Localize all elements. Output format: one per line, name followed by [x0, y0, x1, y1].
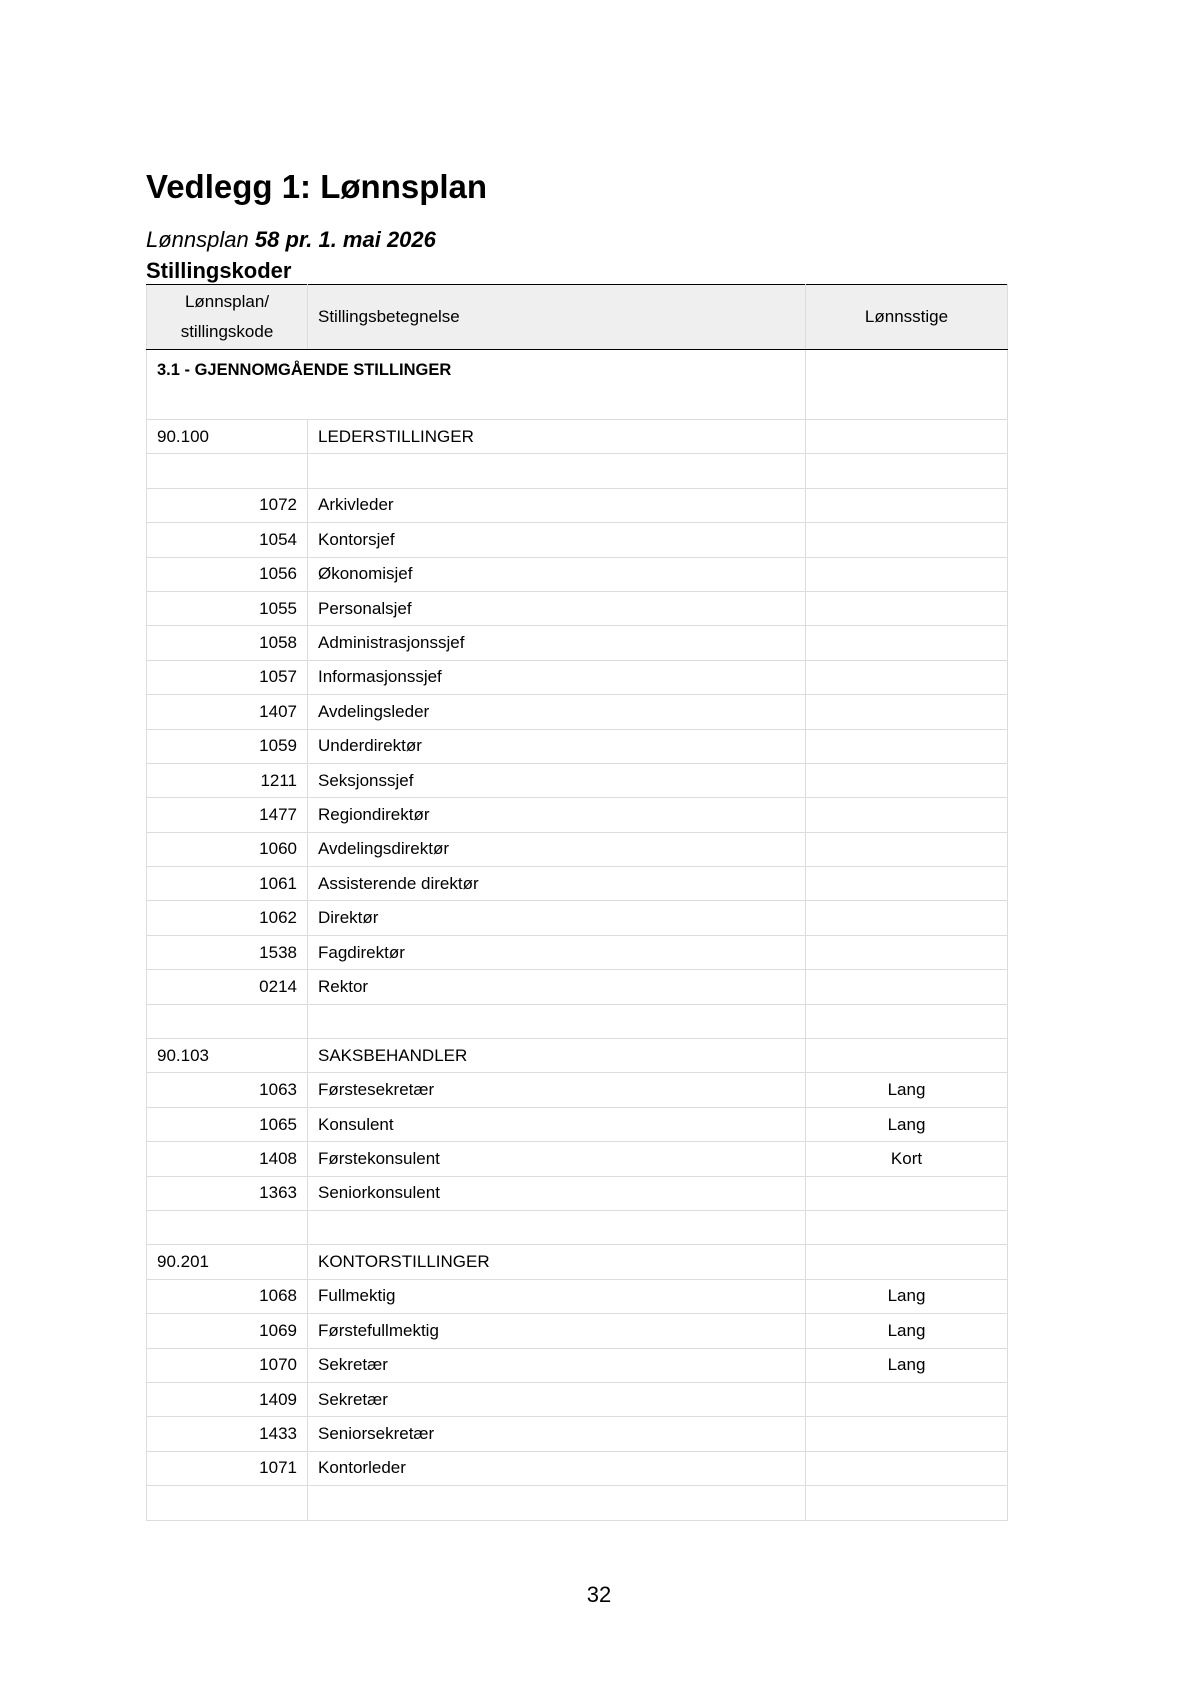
- position-code: 1069: [147, 1314, 308, 1348]
- table-row: [147, 660, 1008, 694]
- group-row: [147, 1039, 1008, 1073]
- table-row: [147, 1176, 1008, 1210]
- position-code: 1060: [147, 832, 308, 866]
- position-code: 1211: [147, 763, 308, 797]
- table-row: [147, 798, 1008, 832]
- table-row: [147, 626, 1008, 660]
- salary-ladder: [806, 591, 1008, 625]
- position-title: Arkivleder: [308, 488, 806, 522]
- salary-ladder: [806, 867, 1008, 901]
- section-title: 3.1 - GJENNOMGÅENDE STILLINGER: [147, 350, 806, 420]
- table-row: [147, 1314, 1008, 1348]
- position-code: 1055: [147, 591, 308, 625]
- table-row: [147, 488, 1008, 522]
- header-ladder: Lønnsstige: [806, 285, 1008, 350]
- position-title: Informasjonssjef: [308, 660, 806, 694]
- page-number: 32: [586, 1582, 612, 1607]
- table-row: [147, 1451, 1008, 1485]
- group-code: 90.103: [147, 1039, 308, 1073]
- group-code: 90.201: [147, 1245, 308, 1279]
- position-code: 1054: [147, 523, 308, 557]
- empty-cell: [806, 1210, 1008, 1244]
- salary-ladder: [806, 523, 1008, 557]
- position-title: Førstekonsulent: [308, 1142, 806, 1176]
- position-code: 1477: [147, 798, 308, 832]
- empty-cell: [147, 1210, 308, 1244]
- group-name: SAKSBEHANDLER: [308, 1039, 806, 1073]
- group-name: LEDERSTILLINGER: [308, 420, 806, 454]
- salary-ladder: [806, 729, 1008, 763]
- position-title: Sekretær: [308, 1348, 806, 1382]
- salary-ladder: [806, 798, 1008, 832]
- section-heading: Stillingskoder: [146, 258, 292, 283]
- position-code: 1072: [147, 488, 308, 522]
- salary-ladder: [806, 1382, 1008, 1416]
- empty-cell: [147, 454, 308, 488]
- salary-ladder: Lang: [806, 1314, 1008, 1348]
- table-row: [147, 1107, 1008, 1141]
- table-row: [147, 1142, 1008, 1176]
- header-code-line1: Lønnsplan/: [184, 292, 270, 311]
- position-title: Førstesekretær: [308, 1073, 806, 1107]
- position-code: 1070: [147, 1348, 308, 1382]
- spacer-row: [147, 454, 1008, 488]
- table-row: [147, 695, 1008, 729]
- position-code: 1433: [147, 1417, 308, 1451]
- empty-cell: [806, 1486, 1008, 1520]
- position-code: 1363: [147, 1176, 308, 1210]
- position-title: Assisterende direktør: [308, 867, 806, 901]
- table-row: [147, 970, 1008, 1004]
- table-header-row: [147, 285, 1008, 350]
- group-row: [147, 1245, 1008, 1279]
- table-row: [147, 901, 1008, 935]
- salary-ladder: [806, 832, 1008, 866]
- position-title: Seniorsekretær: [308, 1417, 806, 1451]
- position-code: 1071: [147, 1451, 308, 1485]
- position-code: 1061: [147, 867, 308, 901]
- plan-subtitle: [146, 229, 436, 251]
- group-ladder-cell: [806, 1245, 1008, 1279]
- position-title: Seksjonssjef: [308, 763, 806, 797]
- table-row: [147, 763, 1008, 797]
- position-code: 1065: [147, 1107, 308, 1141]
- position-title: Fagdirektør: [308, 935, 806, 969]
- empty-cell: [308, 1210, 806, 1244]
- position-title: Førstefullmektig: [308, 1314, 806, 1348]
- position-code: 1063: [147, 1073, 308, 1107]
- salary-ladder: [806, 1176, 1008, 1210]
- header-title: Stillingsbetegnelse: [308, 285, 806, 350]
- empty-cell: [308, 1486, 806, 1520]
- salary-ladder: [806, 660, 1008, 694]
- position-title: Økonomisjef: [308, 557, 806, 591]
- group-ladder-cell: [806, 1039, 1008, 1073]
- empty-cell: [147, 1004, 308, 1038]
- salary-ladder: [806, 935, 1008, 969]
- section-empty-cell: [806, 350, 1008, 420]
- table-row: [147, 935, 1008, 969]
- page-title: Vedlegg 1: Lønnsplan: [146, 168, 488, 205]
- table-row: [147, 832, 1008, 866]
- group-name: KONTORSTILLINGER: [308, 1245, 806, 1279]
- salary-ladder: [806, 488, 1008, 522]
- salary-ladder: [806, 763, 1008, 797]
- salary-ladder: [806, 557, 1008, 591]
- position-code: 1057: [147, 660, 308, 694]
- position-title: Avdelingsleder: [308, 695, 806, 729]
- group-code: 90.100: [147, 420, 308, 454]
- spacer-row: [147, 1486, 1008, 1520]
- table-row: [147, 1417, 1008, 1451]
- header-code: [147, 285, 308, 350]
- position-title: Underdirektør: [308, 729, 806, 763]
- position-code: 1409: [147, 1382, 308, 1416]
- position-title: Direktør: [308, 901, 806, 935]
- table-row: [147, 591, 1008, 625]
- position-title: Rektor: [308, 970, 806, 1004]
- position-title: Fullmektig: [308, 1279, 806, 1313]
- salary-ladder: Lang: [806, 1348, 1008, 1382]
- position-codes-table: [146, 284, 1008, 1521]
- spacer-row: [147, 1210, 1008, 1244]
- position-title: Regiondirektør: [308, 798, 806, 832]
- salary-ladder: [806, 901, 1008, 935]
- empty-cell: [147, 1486, 308, 1520]
- salary-ladder: [806, 970, 1008, 1004]
- table-row: [147, 867, 1008, 901]
- salary-ladder: Kort: [806, 1142, 1008, 1176]
- position-title: Avdelingsdirektør: [308, 832, 806, 866]
- group-ladder-cell: [806, 420, 1008, 454]
- section-row: [147, 350, 1008, 420]
- salary-ladder: [806, 1417, 1008, 1451]
- empty-cell: [308, 1004, 806, 1038]
- position-title: Konsulent: [308, 1107, 806, 1141]
- table-row: [147, 1382, 1008, 1416]
- table-row: [147, 557, 1008, 591]
- position-code: 0214: [147, 970, 308, 1004]
- plan-subtitle-date: 58 pr. 1. mai 2026: [248, 227, 436, 252]
- empty-cell: [806, 454, 1008, 488]
- salary-ladder: Lang: [806, 1279, 1008, 1313]
- salary-ladder: Lang: [806, 1107, 1008, 1141]
- position-title: Sekretær: [308, 1382, 806, 1416]
- position-code: 1408: [147, 1142, 308, 1176]
- table-row: [147, 523, 1008, 557]
- salary-ladder: Lang: [806, 1073, 1008, 1107]
- position-code: 1062: [147, 901, 308, 935]
- plan-subtitle-name: Lønnsplan: [146, 227, 249, 252]
- position-code: 1407: [147, 695, 308, 729]
- position-code: 1538: [147, 935, 308, 969]
- position-code: 1058: [147, 626, 308, 660]
- position-code: 1068: [147, 1279, 308, 1313]
- salary-ladder: [806, 1451, 1008, 1485]
- table-row: [147, 1073, 1008, 1107]
- table-row: [147, 1279, 1008, 1313]
- position-code: 1059: [147, 729, 308, 763]
- header-code-line2: stillingskode: [180, 322, 274, 341]
- spacer-row: [147, 1004, 1008, 1038]
- group-row: [147, 420, 1008, 454]
- table-row: [147, 729, 1008, 763]
- position-title: Kontorleder: [308, 1451, 806, 1485]
- table-body: [147, 350, 1008, 1521]
- table-row: [147, 1348, 1008, 1382]
- position-title: Seniorkonsulent: [308, 1176, 806, 1210]
- empty-cell: [308, 454, 806, 488]
- position-title: Kontorsjef: [308, 523, 806, 557]
- position-title: Administrasjonssjef: [308, 626, 806, 660]
- empty-cell: [806, 1004, 1008, 1038]
- position-title: Personalsjef: [308, 591, 806, 625]
- salary-ladder: [806, 626, 1008, 660]
- salary-ladder: [806, 695, 1008, 729]
- position-code: 1056: [147, 557, 308, 591]
